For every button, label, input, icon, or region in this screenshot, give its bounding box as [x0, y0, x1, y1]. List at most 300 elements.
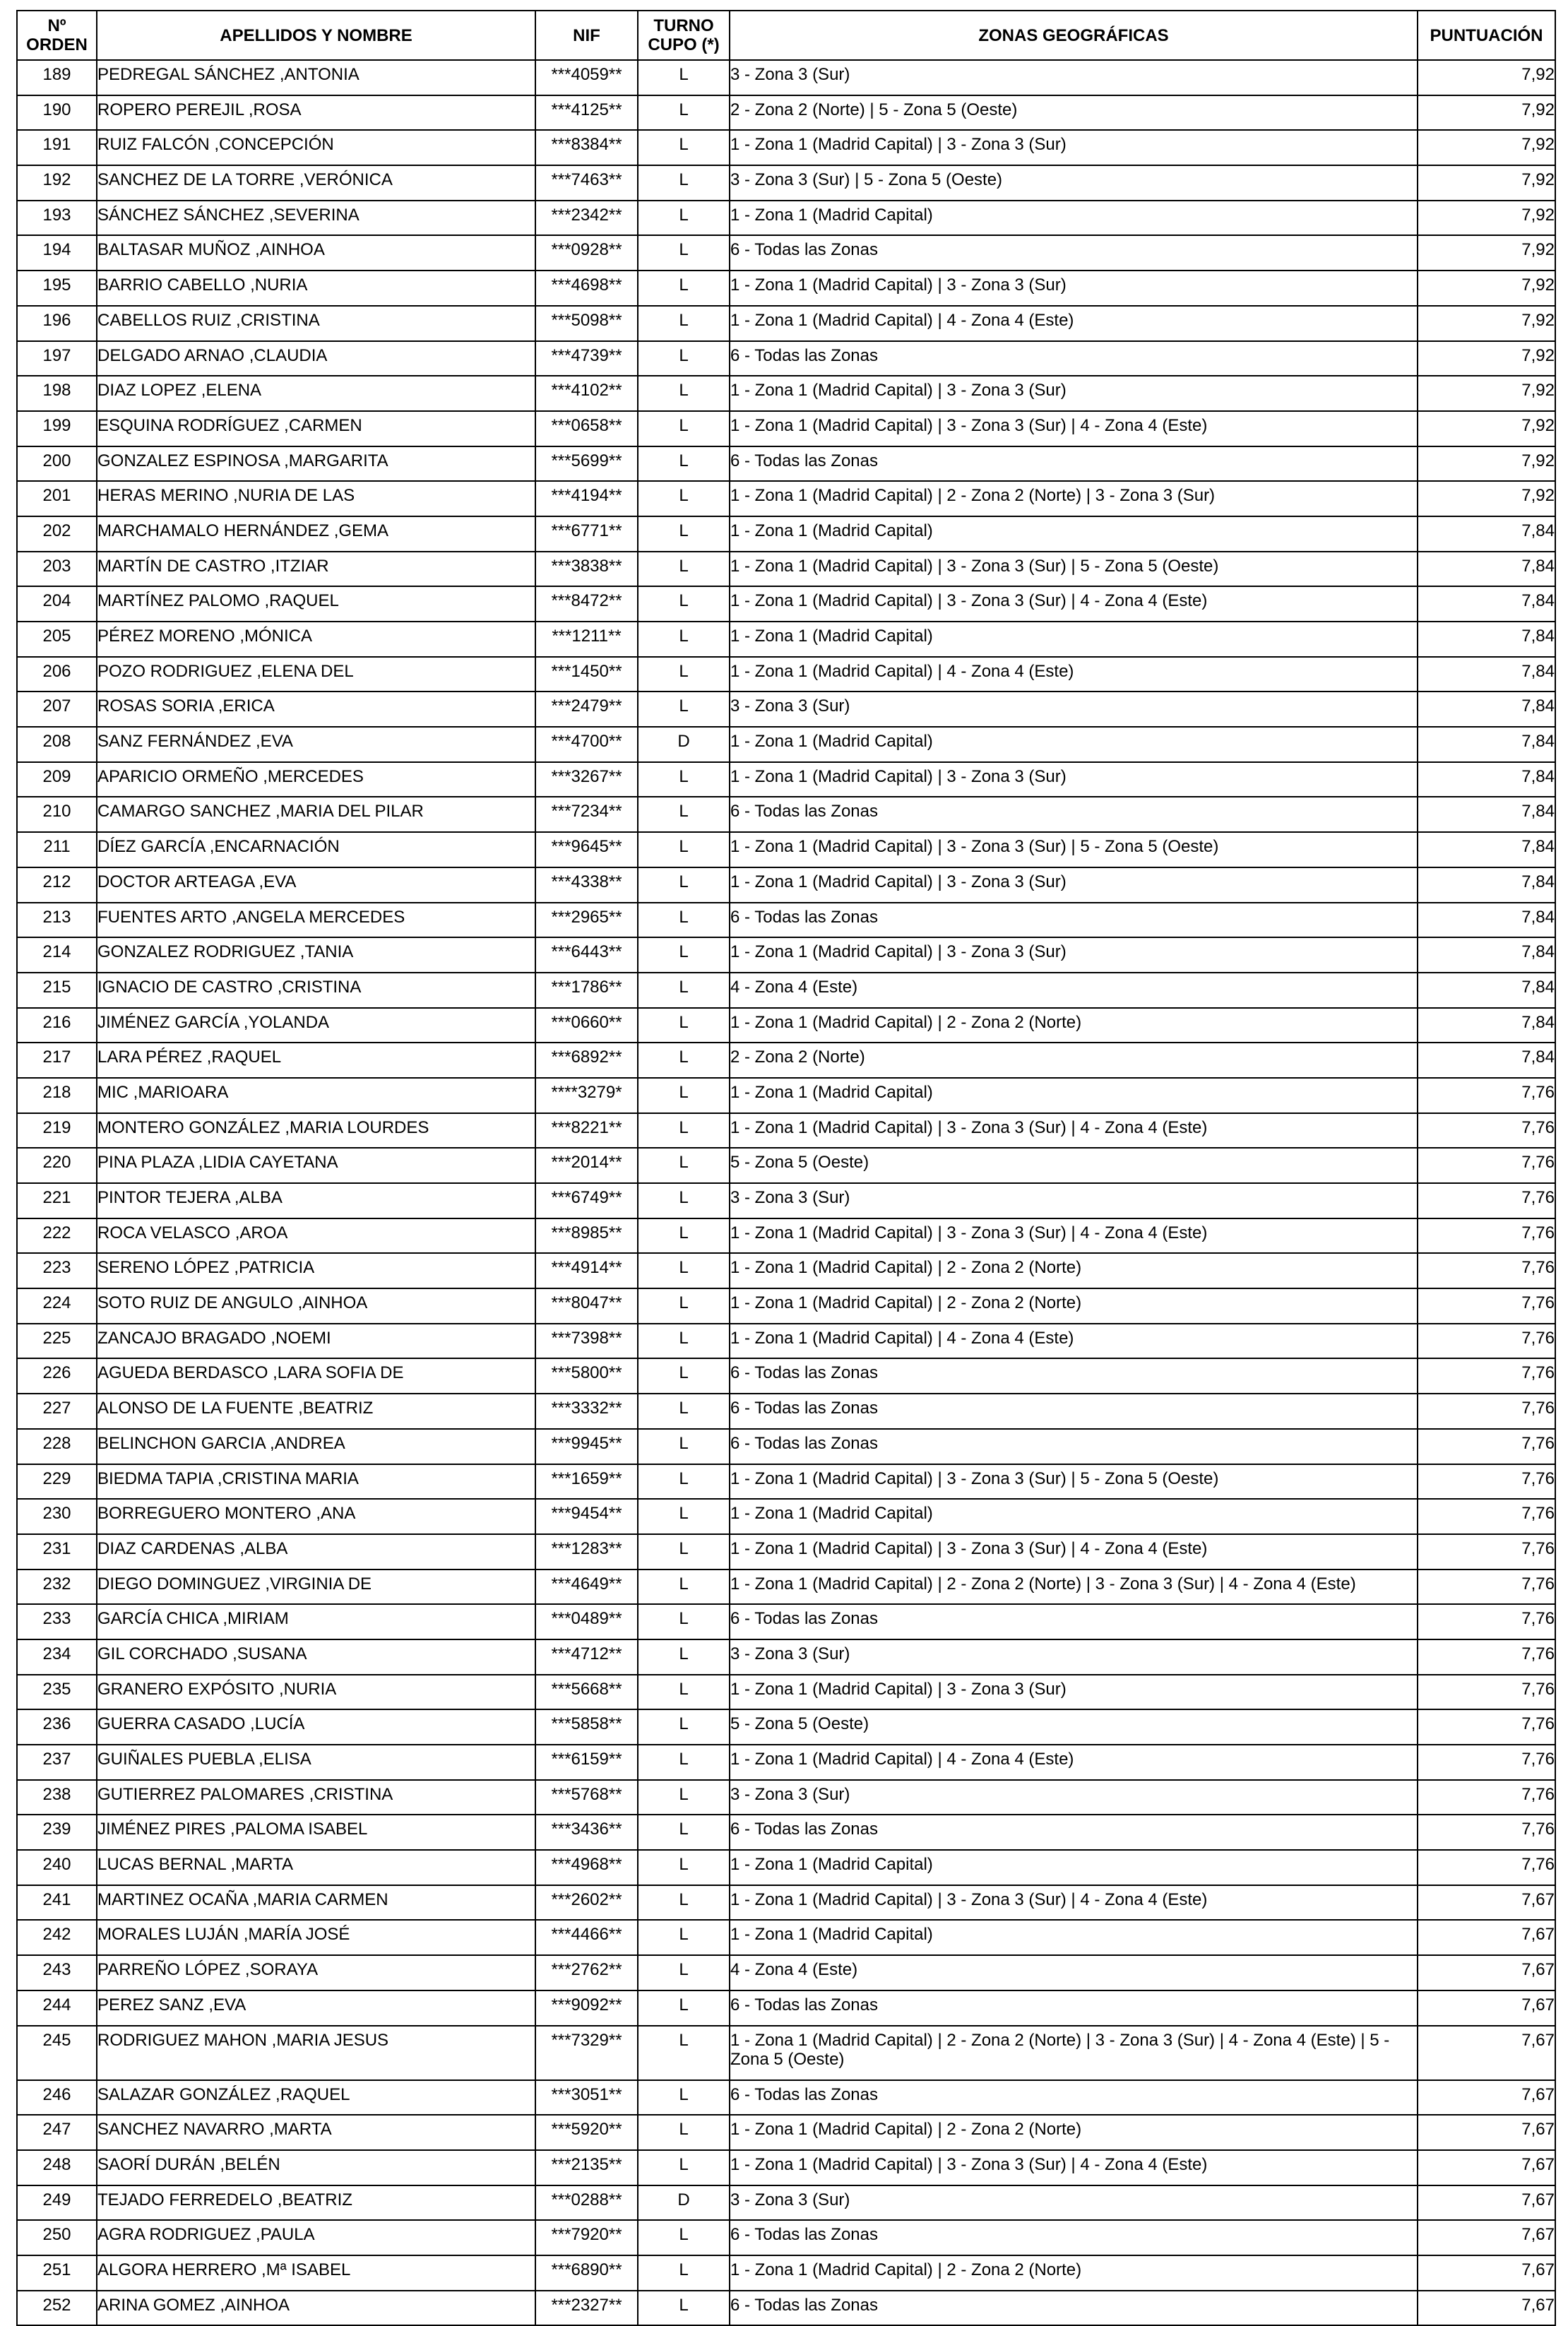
cell-nif: ***3051**	[535, 2080, 638, 2116]
cell-nombre: ARINA GOMEZ ,AINHOA	[97, 2291, 535, 2326]
table-row	[17, 1218, 1555, 1254]
cell-zonas: 1 - Zona 1 (Madrid Capital) | 2 - Zona 2 (Norte)	[730, 2115, 1418, 2150]
cell-turno: L	[638, 1148, 730, 1183]
cell-orden: 240	[17, 1850, 97, 1885]
header-zonas: ZONAS GEOGRÁFICAS	[730, 11, 1418, 60]
cell-turno: L	[638, 2291, 730, 2326]
cell-zonas: 4 - Zona 4 (Este)	[730, 1955, 1418, 1990]
table-row	[17, 1534, 1555, 1570]
cell-nif: ***4466**	[535, 1920, 638, 1955]
cell-zonas: 1 - Zona 1 (Madrid Capital) | 3 - Zona 3 (Sur) | 5 - Zona 5 (Oeste)	[730, 1464, 1418, 1500]
cell-turno: L	[638, 130, 730, 165]
cell-puntuacion: 7,92	[1418, 446, 1555, 482]
cell-turno: L	[638, 1990, 730, 2026]
cell-zonas: 6 - Todas las Zonas	[730, 797, 1418, 832]
cell-turno: D	[638, 2185, 730, 2221]
cell-turno: L	[638, 1955, 730, 1990]
cell-nif: ***8985**	[535, 1218, 638, 1254]
cell-orden: 225	[17, 1324, 97, 1359]
cell-zonas: 1 - Zona 1 (Madrid Capital)	[730, 1920, 1418, 1955]
table-row	[17, 1078, 1555, 1113]
cell-nombre: MARTINEZ OCAÑA ,MARIA CARMEN	[97, 1885, 535, 1921]
cell-nombre: DIEGO DOMINGUEZ ,VIRGINIA DE	[97, 1570, 535, 1605]
table-row	[17, 2026, 1555, 2080]
cell-turno: L	[638, 1253, 730, 1288]
cell-zonas: 3 - Zona 3 (Sur)	[730, 692, 1418, 727]
cell-nombre: GUIÑALES PUEBLA ,ELISA	[97, 1745, 535, 1780]
cell-turno: L	[638, 1709, 730, 1745]
cell-nombre: SÁNCHEZ SÁNCHEZ ,SEVERINA	[97, 201, 535, 236]
cell-puntuacion: 7,84	[1418, 552, 1555, 587]
cell-orden: 247	[17, 2115, 97, 2150]
cell-turno: L	[638, 1815, 730, 1850]
cell-nif: ***7920**	[535, 2220, 638, 2255]
cell-puntuacion: 7,92	[1418, 341, 1555, 376]
cell-turno: L	[638, 797, 730, 832]
cell-nombre: SANCHEZ DE LA TORRE ,VERÓNICA	[97, 165, 535, 201]
cell-nif: ***4739**	[535, 341, 638, 376]
cell-turno: L	[638, 271, 730, 306]
cell-orden: 241	[17, 1885, 97, 1921]
cell-orden: 233	[17, 1604, 97, 1639]
cell-orden: 246	[17, 2080, 97, 2116]
cell-zonas: 1 - Zona 1 (Madrid Capital)	[730, 622, 1418, 657]
cell-orden: 238	[17, 1780, 97, 1815]
cell-orden: 224	[17, 1288, 97, 1324]
cell-nombre: AGRA RODRIGUEZ ,PAULA	[97, 2220, 535, 2255]
cell-zonas: 6 - Todas las Zonas	[730, 903, 1418, 938]
cell-puntuacion: 7,92	[1418, 130, 1555, 165]
cell-nif: ***4338**	[535, 867, 638, 903]
cell-zonas: 6 - Todas las Zonas	[730, 1990, 1418, 2026]
cell-nombre: MARTÍN DE CASTRO ,ITZIAR	[97, 552, 535, 587]
table-row	[17, 867, 1555, 903]
cell-nombre: PEDREGAL SÁNCHEZ ,ANTONIA	[97, 60, 535, 95]
cell-puntuacion: 7,92	[1418, 271, 1555, 306]
cell-puntuacion: 7,84	[1418, 622, 1555, 657]
cell-turno: L	[638, 903, 730, 938]
cell-zonas: 1 - Zona 1 (Madrid Capital)	[730, 1499, 1418, 1534]
table-row	[17, 586, 1555, 622]
table-row	[17, 1815, 1555, 1850]
cell-zonas: 3 - Zona 3 (Sur)	[730, 60, 1418, 95]
cell-turno: L	[638, 165, 730, 201]
table-row	[17, 937, 1555, 973]
cell-puntuacion: 7,67	[1418, 2255, 1555, 2291]
cell-nombre: JIMÉNEZ PIRES ,PALOMA ISABEL	[97, 1815, 535, 1850]
cell-zonas: 1 - Zona 1 (Madrid Capital) | 2 - Zona 2 (Norte)	[730, 2255, 1418, 2291]
table-row	[17, 797, 1555, 832]
cell-orden: 209	[17, 762, 97, 797]
table-row	[17, 1604, 1555, 1639]
cell-orden: 235	[17, 1675, 97, 1710]
cell-nombre: TEJADO FERREDELO ,BEATRIZ	[97, 2185, 535, 2221]
cell-turno: L	[638, 306, 730, 341]
cell-puntuacion: 7,67	[1418, 2185, 1555, 2221]
cell-orden: 226	[17, 1358, 97, 1394]
cell-nombre: GONZALEZ RODRIGUEZ ,TANIA	[97, 937, 535, 973]
cell-orden: 210	[17, 797, 97, 832]
cell-puntuacion: 7,84	[1418, 797, 1555, 832]
cell-turno: L	[638, 973, 730, 1008]
cell-puntuacion: 7,76	[1418, 1850, 1555, 1885]
cell-orden: 192	[17, 165, 97, 201]
cell-nombre: GUTIERREZ PALOMARES ,CRISTINA	[97, 1780, 535, 1815]
cell-turno: L	[638, 2220, 730, 2255]
cell-turno: L	[638, 60, 730, 95]
table-row	[17, 1358, 1555, 1394]
table-row	[17, 1639, 1555, 1675]
cell-orden: 198	[17, 376, 97, 411]
cell-nif: ***6771**	[535, 516, 638, 552]
cell-puntuacion: 7,67	[1418, 2150, 1555, 2185]
cell-nombre: SANCHEZ NAVARRO ,MARTA	[97, 2115, 535, 2150]
table-row	[17, 1429, 1555, 1464]
cell-turno: L	[638, 1780, 730, 1815]
cell-nif: ***4712**	[535, 1639, 638, 1675]
cell-nif: ***6749**	[535, 1183, 638, 1218]
cell-nombre: ROSAS SORIA ,ERICA	[97, 692, 535, 727]
table-row	[17, 1850, 1555, 1885]
cell-nif: ***2479**	[535, 692, 638, 727]
table-row	[17, 1990, 1555, 2026]
cell-orden: 189	[17, 60, 97, 95]
cell-nombre: MONTERO GONZÁLEZ ,MARIA LOURDES	[97, 1113, 535, 1149]
cell-zonas: 1 - Zona 1 (Madrid Capital) | 4 - Zona 4 (Este)	[730, 657, 1418, 692]
cell-puntuacion: 7,67	[1418, 2291, 1555, 2326]
cell-zonas: 6 - Todas las Zonas	[730, 1429, 1418, 1464]
table-row	[17, 1499, 1555, 1534]
cell-zonas: 3 - Zona 3 (Sur)	[730, 1780, 1418, 1815]
cell-nombre: RODRIGUEZ MAHON ,MARIA JESUS	[97, 2026, 535, 2080]
cell-orden: 220	[17, 1148, 97, 1183]
cell-nif: ***0660**	[535, 1008, 638, 1043]
cell-turno: L	[638, 2115, 730, 2150]
table-row	[17, 1324, 1555, 1359]
cell-zonas: 3 - Zona 3 (Sur)	[730, 2185, 1418, 2221]
cell-puntuacion: 7,84	[1418, 657, 1555, 692]
cell-orden: 228	[17, 1429, 97, 1464]
cell-turno: L	[638, 446, 730, 482]
table-row	[17, 2080, 1555, 2116]
cell-turno: L	[638, 341, 730, 376]
cell-orden: 252	[17, 2291, 97, 2326]
cell-zonas: 3 - Zona 3 (Sur) | 5 - Zona 5 (Oeste)	[730, 165, 1418, 201]
cell-puntuacion: 7,84	[1418, 937, 1555, 973]
cell-turno: L	[638, 1570, 730, 1605]
cell-nombre: MIC ,MARIOARA	[97, 1078, 535, 1113]
cell-puntuacion: 7,84	[1418, 762, 1555, 797]
cell-nif: ***7398**	[535, 1324, 638, 1359]
cell-turno: L	[638, 867, 730, 903]
cell-nombre: BARRIO CABELLO ,NURIA	[97, 271, 535, 306]
cell-nif: ***4102**	[535, 376, 638, 411]
cell-zonas: 1 - Zona 1 (Madrid Capital) | 2 - Zona 2 (Norte)	[730, 1253, 1418, 1288]
cell-turno: L	[638, 2150, 730, 2185]
cell-nombre: SOTO RUIZ DE ANGULO ,AINHOA	[97, 1288, 535, 1324]
table-row	[17, 1675, 1555, 1710]
cell-zonas: 6 - Todas las Zonas	[730, 446, 1418, 482]
table-row	[17, 1183, 1555, 1218]
cell-orden: 217	[17, 1043, 97, 1078]
cell-zonas: 5 - Zona 5 (Oeste)	[730, 1148, 1418, 1183]
cell-nombre: CAMARGO SANCHEZ ,MARIA DEL PILAR	[97, 797, 535, 832]
cell-orden: 202	[17, 516, 97, 552]
cell-orden: 214	[17, 937, 97, 973]
cell-nombre: DÍEZ GARCÍA ,ENCARNACIÓN	[97, 832, 535, 867]
cell-orden: 194	[17, 235, 97, 271]
cell-turno: L	[638, 1850, 730, 1885]
cell-turno: L	[638, 1499, 730, 1534]
cell-nif: ***2014**	[535, 1148, 638, 1183]
cell-nif: ***2762**	[535, 1955, 638, 1990]
cell-nombre: MARTÍNEZ PALOMO ,RAQUEL	[97, 586, 535, 622]
table-row	[17, 1955, 1555, 1990]
cell-nif: ***5858**	[535, 1709, 638, 1745]
cell-turno: L	[638, 2080, 730, 2116]
cell-puntuacion: 7,76	[1418, 1253, 1555, 1288]
cell-nombre: AGUEDA BERDASCO ,LARA SOFIA DE	[97, 1358, 535, 1394]
cell-nombre: PÉREZ MORENO ,MÓNICA	[97, 622, 535, 657]
cell-orden: 206	[17, 657, 97, 692]
cell-puntuacion: 7,92	[1418, 201, 1555, 236]
cell-orden: 205	[17, 622, 97, 657]
cell-puntuacion: 7,67	[1418, 1955, 1555, 1990]
cell-zonas: 6 - Todas las Zonas	[730, 2220, 1418, 2255]
table-row	[17, 727, 1555, 762]
cell-nombre: IGNACIO DE CASTRO ,CRISTINA	[97, 973, 535, 1008]
cell-orden: 193	[17, 201, 97, 236]
cell-puntuacion: 7,76	[1418, 1604, 1555, 1639]
cell-nombre: LARA PÉREZ ,RAQUEL	[97, 1043, 535, 1078]
cell-nif: ***1659**	[535, 1464, 638, 1500]
cell-puntuacion: 7,92	[1418, 165, 1555, 201]
cell-zonas: 6 - Todas las Zonas	[730, 1358, 1418, 1394]
cell-orden: 212	[17, 867, 97, 903]
cell-orden: 200	[17, 446, 97, 482]
cell-nif: ***8047**	[535, 1288, 638, 1324]
cell-orden: 218	[17, 1078, 97, 1113]
cell-zonas: 1 - Zona 1 (Madrid Capital)	[730, 516, 1418, 552]
cell-puntuacion: 7,67	[1418, 2026, 1555, 2080]
cell-zonas: 6 - Todas las Zonas	[730, 235, 1418, 271]
cell-nombre: RUIZ FALCÓN ,CONCEPCIÓN	[97, 130, 535, 165]
cell-zonas: 1 - Zona 1 (Madrid Capital) | 3 - Zona 3 (Sur) | 4 - Zona 4 (Este)	[730, 1534, 1418, 1570]
cell-nif: ***1283**	[535, 1534, 638, 1570]
cell-puntuacion: 7,76	[1418, 1429, 1555, 1464]
cell-nombre: MORALES LUJÁN ,MARÍA JOSÉ	[97, 1920, 535, 1955]
cell-orden: 199	[17, 411, 97, 446]
table-row	[17, 341, 1555, 376]
cell-turno: L	[638, 832, 730, 867]
cell-orden: 211	[17, 832, 97, 867]
table-row	[17, 201, 1555, 236]
cell-zonas: 1 - Zona 1 (Madrid Capital) | 3 - Zona 3 (Sur) | 5 - Zona 5 (Oeste)	[730, 552, 1418, 587]
cell-zonas: 1 - Zona 1 (Madrid Capital) | 3 - Zona 3 (Sur) | 4 - Zona 4 (Este)	[730, 1113, 1418, 1149]
cell-nif: ***4914**	[535, 1253, 638, 1288]
table-row	[17, 1008, 1555, 1043]
cell-puntuacion: 7,76	[1418, 1394, 1555, 1429]
cell-zonas: 2 - Zona 2 (Norte)	[730, 1043, 1418, 1078]
cell-zonas: 1 - Zona 1 (Madrid Capital) | 3 - Zona 3 (Sur)	[730, 937, 1418, 973]
cell-turno: L	[638, 235, 730, 271]
cell-nif: ***4968**	[535, 1850, 638, 1885]
cell-puntuacion: 7,76	[1418, 1358, 1555, 1394]
cell-turno: L	[638, 1324, 730, 1359]
cell-zonas: 4 - Zona 4 (Este)	[730, 973, 1418, 1008]
candidates-table	[16, 10, 1556, 2326]
table-row	[17, 973, 1555, 1008]
cell-turno: L	[638, 411, 730, 446]
cell-nif: ***5699**	[535, 446, 638, 482]
table-row	[17, 1709, 1555, 1745]
cell-nif: ***5668**	[535, 1675, 638, 1710]
cell-puntuacion: 7,84	[1418, 973, 1555, 1008]
cell-nif: ***6443**	[535, 937, 638, 973]
cell-zonas: 1 - Zona 1 (Madrid Capital) | 2 - Zona 2 (Norte) | 3 - Zona 3 (Sur) | 4 - Zona 4 (Este) | 5 - Zona 5 (Oeste)	[730, 2026, 1418, 2080]
cell-nif: ***6892**	[535, 1043, 638, 1078]
cell-turno: L	[638, 201, 730, 236]
cell-turno: L	[638, 1113, 730, 1149]
table-row	[17, 130, 1555, 165]
cell-nombre: BALTASAR MUÑOZ ,AINHOA	[97, 235, 535, 271]
cell-nif: ***4700**	[535, 727, 638, 762]
cell-nif: ***7463**	[535, 165, 638, 201]
cell-orden: 230	[17, 1499, 97, 1534]
cell-puntuacion: 7,92	[1418, 376, 1555, 411]
cell-orden: 213	[17, 903, 97, 938]
cell-zonas: 1 - Zona 1 (Madrid Capital) | 3 - Zona 3 (Sur) | 4 - Zona 4 (Este)	[730, 411, 1418, 446]
table-row	[17, 1113, 1555, 1149]
cell-orden: 195	[17, 271, 97, 306]
table-row	[17, 446, 1555, 482]
cell-puntuacion: 7,76	[1418, 1570, 1555, 1605]
cell-orden: 243	[17, 1955, 97, 1990]
cell-puntuacion: 7,84	[1418, 516, 1555, 552]
header-nif: NIF	[535, 11, 638, 60]
cell-puntuacion: 7,76	[1418, 1218, 1555, 1254]
cell-zonas: 5 - Zona 5 (Oeste)	[730, 1709, 1418, 1745]
cell-nif: ***5920**	[535, 2115, 638, 2150]
cell-nombre: GIL CORCHADO ,SUSANA	[97, 1639, 535, 1675]
cell-orden: 204	[17, 586, 97, 622]
cell-nif: ***6890**	[535, 2255, 638, 2291]
cell-orden: 221	[17, 1183, 97, 1218]
cell-nif: ***2135**	[535, 2150, 638, 2185]
cell-turno: L	[638, 552, 730, 587]
cell-zonas: 1 - Zona 1 (Madrid Capital) | 3 - Zona 3 (Sur)	[730, 1675, 1418, 1710]
cell-turno: L	[638, 622, 730, 657]
cell-zonas: 1 - Zona 1 (Madrid Capital) | 3 - Zona 3 (Sur) | 4 - Zona 4 (Este)	[730, 2150, 1418, 2185]
cell-turno: L	[638, 1183, 730, 1218]
table-row	[17, 2185, 1555, 2221]
table-row	[17, 1920, 1555, 1955]
cell-turno: L	[638, 2026, 730, 2080]
cell-zonas: 1 - Zona 1 (Madrid Capital) | 3 - Zona 3 (Sur) | 5 - Zona 5 (Oeste)	[730, 832, 1418, 867]
cell-nif: ***2965**	[535, 903, 638, 938]
cell-zonas: 3 - Zona 3 (Sur)	[730, 1183, 1418, 1218]
cell-zonas: 1 - Zona 1 (Madrid Capital) | 2 - Zona 2 (Norte) | 3 - Zona 3 (Sur) | 4 - Zona 4 (Este)	[730, 1570, 1418, 1605]
cell-puntuacion: 7,76	[1418, 1675, 1555, 1710]
table-row	[17, 1745, 1555, 1780]
cell-turno: L	[638, 95, 730, 131]
table-row	[17, 657, 1555, 692]
cell-nif: ***0288**	[535, 2185, 638, 2221]
cell-orden: 236	[17, 1709, 97, 1745]
table-row	[17, 1148, 1555, 1183]
cell-nif: ****3279*	[535, 1078, 638, 1113]
cell-nombre: DIAZ CARDENAS ,ALBA	[97, 1534, 535, 1570]
cell-puntuacion: 7,84	[1418, 832, 1555, 867]
cell-zonas: 2 - Zona 2 (Norte) | 5 - Zona 5 (Oeste)	[730, 95, 1418, 131]
cell-puntuacion: 7,92	[1418, 411, 1555, 446]
cell-nombre: GARCÍA CHICA ,MIRIAM	[97, 1604, 535, 1639]
cell-nombre: FUENTES ARTO ,ANGELA MERCEDES	[97, 903, 535, 938]
table-row	[17, 165, 1555, 201]
cell-nif: ***1786**	[535, 973, 638, 1008]
cell-zonas: 6 - Todas las Zonas	[730, 2291, 1418, 2326]
cell-orden: 190	[17, 95, 97, 131]
cell-turno: L	[638, 481, 730, 516]
cell-puntuacion: 7,84	[1418, 727, 1555, 762]
cell-nif: ***7329**	[535, 2026, 638, 2080]
cell-nif: ***4125**	[535, 95, 638, 131]
cell-nombre: APARICIO ORMEÑO ,MERCEDES	[97, 762, 535, 797]
cell-nombre: GRANERO EXPÓSITO ,NURIA	[97, 1675, 535, 1710]
cell-nif: ***8221**	[535, 1113, 638, 1149]
cell-nombre: DOCTOR ARTEAGA ,EVA	[97, 867, 535, 903]
cell-zonas: 1 - Zona 1 (Madrid Capital) | 3 - Zona 3 (Sur)	[730, 376, 1418, 411]
table-row	[17, 552, 1555, 587]
cell-zonas: 1 - Zona 1 (Madrid Capital)	[730, 201, 1418, 236]
cell-nombre: CABELLOS RUIZ ,CRISTINA	[97, 306, 535, 341]
cell-puntuacion: 7,84	[1418, 1043, 1555, 1078]
header-turno: TURNO CUPO (*)	[638, 11, 730, 60]
cell-orden: 203	[17, 552, 97, 587]
cell-zonas: 1 - Zona 1 (Madrid Capital) | 3 - Zona 3 (Sur) | 4 - Zona 4 (Este)	[730, 1885, 1418, 1921]
cell-turno: L	[638, 657, 730, 692]
cell-nombre: PEREZ SANZ ,EVA	[97, 1990, 535, 2026]
cell-nif: ***4194**	[535, 481, 638, 516]
cell-turno: L	[638, 1043, 730, 1078]
cell-puntuacion: 7,92	[1418, 235, 1555, 271]
cell-orden: 231	[17, 1534, 97, 1570]
cell-orden: 216	[17, 1008, 97, 1043]
cell-puntuacion: 7,67	[1418, 1920, 1555, 1955]
cell-nif: ***5800**	[535, 1358, 638, 1394]
cell-orden: 248	[17, 2150, 97, 2185]
table-row	[17, 903, 1555, 938]
table-row	[17, 2220, 1555, 2255]
table-row	[17, 60, 1555, 95]
cell-zonas: 1 - Zona 1 (Madrid Capital)	[730, 727, 1418, 762]
cell-orden: 249	[17, 2185, 97, 2221]
cell-nombre: HERAS MERINO ,NURIA DE LAS	[97, 481, 535, 516]
cell-orden: 232	[17, 1570, 97, 1605]
header-row	[17, 11, 1555, 60]
cell-zonas: 1 - Zona 1 (Madrid Capital) | 3 - Zona 3 (Sur)	[730, 762, 1418, 797]
cell-puntuacion: 7,76	[1418, 1324, 1555, 1359]
cell-nif: ***9092**	[535, 1990, 638, 2026]
cell-nombre: POZO RODRIGUEZ ,ELENA DEL	[97, 657, 535, 692]
table-row	[17, 692, 1555, 727]
cell-nif: ***5098**	[535, 306, 638, 341]
cell-nombre: DELGADO ARNAO ,CLAUDIA	[97, 341, 535, 376]
cell-puntuacion: 7,84	[1418, 1008, 1555, 1043]
cell-orden: 223	[17, 1253, 97, 1288]
cell-puntuacion: 7,84	[1418, 692, 1555, 727]
cell-zonas: 1 - Zona 1 (Madrid Capital)	[730, 1850, 1418, 1885]
